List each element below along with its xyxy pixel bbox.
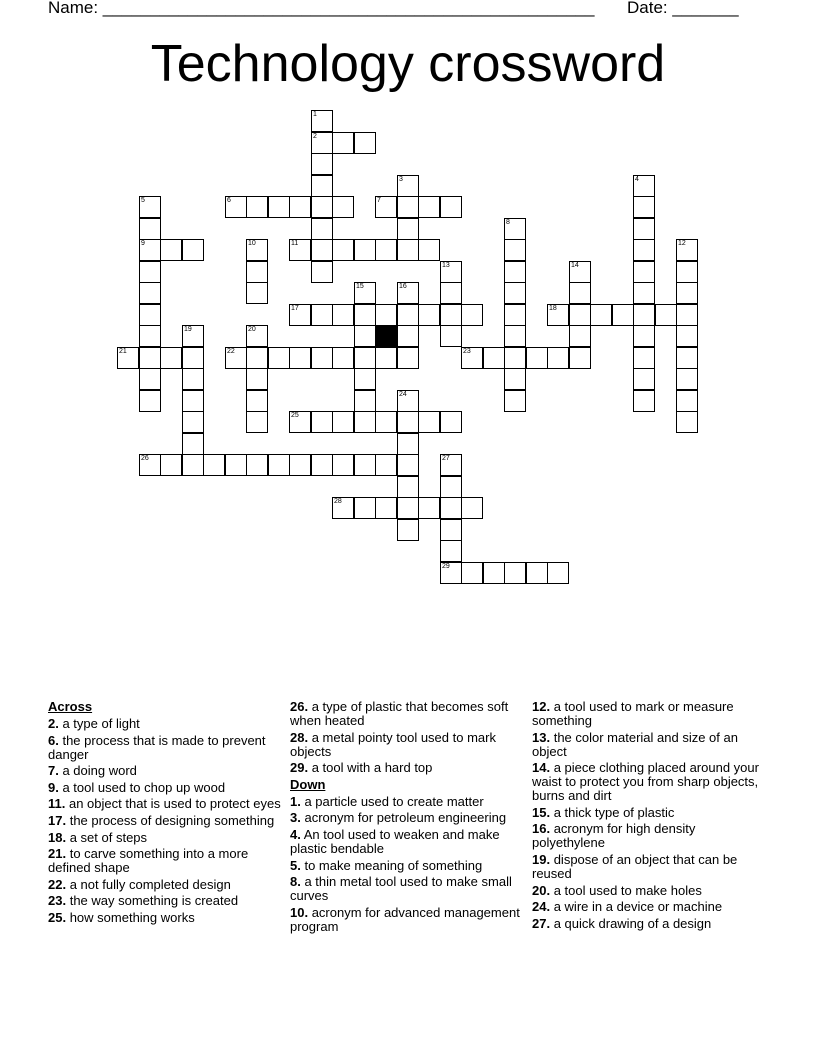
clue-across-25 <box>48 911 284 925</box>
grid-cell[interactable] <box>182 411 204 433</box>
clue-text: acronym for petroleum engineering <box>304 810 507 826</box>
grid-cell[interactable] <box>354 497 376 519</box>
grid-cell[interactable] <box>547 562 569 584</box>
cell-number: 11 <box>291 240 299 247</box>
cell-number: 15 <box>356 283 364 290</box>
grid-cell[interactable] <box>633 239 655 261</box>
cell-number: 16 <box>399 283 407 290</box>
grid-cell[interactable] <box>289 454 311 476</box>
grid-cell[interactable] <box>676 347 698 369</box>
clue-text: the process of designing something <box>69 812 275 828</box>
grid-cell[interactable] <box>440 497 462 519</box>
grid-cell[interactable] <box>440 196 462 218</box>
cell-number: 22 <box>227 348 235 355</box>
clue-across-18 <box>48 831 284 845</box>
grid-cell[interactable] <box>354 368 376 390</box>
clue-text: a not fully completed design <box>69 876 231 892</box>
date-field-label: Date: _______ <box>627 0 739 17</box>
clue-number: 2. <box>48 716 59 731</box>
clue-across-21 <box>48 847 284 875</box>
cell-number: 29 <box>442 563 450 570</box>
grid-cell[interactable] <box>676 282 698 304</box>
grid-cell[interactable] <box>246 261 268 283</box>
grid-cell[interactable] <box>354 347 376 369</box>
clue-text: to make meaning of something <box>304 857 483 873</box>
grid-cell[interactable] <box>461 497 483 519</box>
name-field-label: Name: ____________________________________________________ <box>48 0 595 17</box>
grid-cell[interactable] <box>633 196 655 218</box>
clue-number: 23. <box>48 893 67 909</box>
grid-cell[interactable] <box>182 390 204 412</box>
grid-cell[interactable] <box>311 196 333 218</box>
grid-cell[interactable] <box>182 368 204 390</box>
grid-cell[interactable] <box>160 454 182 476</box>
grid-cell[interactable] <box>354 411 376 433</box>
grid-cell[interactable] <box>397 304 419 326</box>
grid-cell[interactable] <box>633 282 655 304</box>
grid-cell[interactable] <box>375 239 397 261</box>
grid-cell[interactable] <box>289 196 311 218</box>
grid-cell[interactable] <box>311 347 333 369</box>
grid-cell[interactable] <box>676 304 698 326</box>
clues-column-2 <box>290 700 526 936</box>
clue-text: a wire in a device or machine <box>553 899 723 915</box>
cell-number: 14 <box>571 262 579 269</box>
grid-cell[interactable] <box>139 390 161 412</box>
clue-down-3 <box>290 811 526 825</box>
across-heading: Across <box>48 699 93 714</box>
clue-down-13 <box>532 731 768 759</box>
clue-down-10 <box>290 906 526 934</box>
grid-cell[interactable] <box>590 304 612 326</box>
clue-text: the process that is made to prevent danger <box>48 732 266 762</box>
grid-cell[interactable] <box>676 325 698 347</box>
grid-cell[interactable] <box>311 153 333 175</box>
grid-cell[interactable] <box>418 304 440 326</box>
clue-text: a tool used to mark or measure something <box>532 699 734 728</box>
clue-text: a tool used to chop up wood <box>62 779 226 795</box>
clue-down-15 <box>532 806 768 820</box>
clue-down-4 <box>290 828 526 856</box>
grid-cell[interactable] <box>225 347 247 369</box>
clue-number: 25. <box>48 909 67 925</box>
cell-number: 7 <box>377 197 381 204</box>
grid-cell[interactable] <box>461 304 483 326</box>
clue-number: 22. <box>48 876 67 892</box>
cell-number: 4 <box>635 176 639 183</box>
grid-cell[interactable] <box>225 196 247 218</box>
clue-number: 27. <box>532 915 551 931</box>
cell-number: 13 <box>442 262 450 269</box>
grid-cell[interactable] <box>526 562 548 584</box>
grid-cell[interactable] <box>289 411 311 433</box>
clue-down-14 <box>532 761 768 803</box>
grid-cell[interactable] <box>332 304 354 326</box>
cell-number: 9 <box>141 240 145 247</box>
grid-cell[interactable] <box>418 239 440 261</box>
clue-number: 8. <box>290 874 301 890</box>
clue-text: a type of plastic that becomes soft when heated <box>290 699 509 728</box>
grid-cell[interactable] <box>483 347 505 369</box>
grid-cell[interactable] <box>311 218 333 240</box>
grid-cell[interactable] <box>182 433 204 455</box>
grid-cell[interactable] <box>354 325 376 347</box>
clue-text: dispose of an object that can be reused <box>532 851 738 881</box>
clue-number: 26. <box>290 699 309 714</box>
grid-cell[interactable] <box>117 347 139 369</box>
grid-cell[interactable] <box>354 304 376 326</box>
grid-cell[interactable] <box>311 261 333 283</box>
clue-text: a set of steps <box>69 829 148 845</box>
grid-cell[interactable] <box>311 304 333 326</box>
grid-cell[interactable] <box>225 454 247 476</box>
clue-number: 9. <box>48 779 59 795</box>
cell-number: 17 <box>291 305 299 312</box>
clue-across-23 <box>48 894 284 908</box>
cell-number: 10 <box>248 240 256 247</box>
grid-cell[interactable] <box>397 411 419 433</box>
clue-text: the color material and size of an object <box>532 729 738 759</box>
grid-cell[interactable] <box>182 347 204 369</box>
clue-down-19 <box>532 853 768 881</box>
grid-cell[interactable] <box>418 196 440 218</box>
clue-text: a thick type of plastic <box>553 804 675 820</box>
grid-cell[interactable] <box>397 454 419 476</box>
grid-cell[interactable] <box>547 347 569 369</box>
grid-cell[interactable] <box>504 304 526 326</box>
grid-cell[interactable] <box>139 325 161 347</box>
grid-cell[interactable] <box>160 347 182 369</box>
clue-across-2 <box>48 717 284 731</box>
clue-text: how something works <box>69 909 195 925</box>
grid-cell[interactable] <box>569 325 591 347</box>
clue-across-6 <box>48 734 284 762</box>
cell-number: 8 <box>506 219 510 226</box>
clue-text: acronym for high density polyethylene <box>532 821 696 851</box>
grid-cell[interactable] <box>354 282 376 304</box>
grid-cell[interactable] <box>332 347 354 369</box>
grid-cell[interactable] <box>461 347 483 369</box>
grid-cell[interactable] <box>160 239 182 261</box>
grid-cell[interactable] <box>375 304 397 326</box>
cell-number: 20 <box>248 326 256 333</box>
grid-cell[interactable] <box>289 347 311 369</box>
clue-number: 6. <box>48 732 59 748</box>
grid-cell[interactable] <box>268 454 290 476</box>
grid-cell[interactable] <box>397 519 419 541</box>
clue-text: a tool with a hard top <box>311 760 433 776</box>
cell-number: 19 <box>184 326 192 333</box>
clue-number: 13. <box>532 729 551 745</box>
grid-cell[interactable] <box>440 519 462 541</box>
grid-cell[interactable] <box>569 304 591 326</box>
grid-cell[interactable] <box>483 562 505 584</box>
grid-cell[interactable] <box>440 304 462 326</box>
grid-cell[interactable] <box>633 218 655 240</box>
clue-number: 10. <box>290 904 309 920</box>
cell-number: 18 <box>549 305 557 312</box>
grid-cell[interactable] <box>311 239 333 261</box>
clue-text: a thin metal tool used to make small curves <box>290 874 512 904</box>
grid-cell[interactable] <box>569 261 591 283</box>
grid-cell[interactable] <box>440 476 462 498</box>
grid-cell[interactable] <box>311 132 333 154</box>
clue-text: to carve something into a more defined shape <box>48 846 249 876</box>
grid-cell[interactable] <box>332 411 354 433</box>
grid-cell[interactable] <box>139 304 161 326</box>
clue-text: a doing word <box>62 763 137 779</box>
grid-cell[interactable] <box>354 454 376 476</box>
grid-cell[interactable] <box>311 454 333 476</box>
grid-cell[interactable] <box>633 390 655 412</box>
grid-cell[interactable] <box>354 239 376 261</box>
grid-cell[interactable] <box>440 282 462 304</box>
clue-down-5 <box>290 859 526 873</box>
grid-cell[interactable] <box>504 325 526 347</box>
clue-across-17 <box>48 814 284 828</box>
grid-cell[interactable] <box>504 261 526 283</box>
grid-cell[interactable] <box>397 347 419 369</box>
grid-cell[interactable] <box>440 411 462 433</box>
clue-across-28 <box>290 731 526 759</box>
grid-cell[interactable] <box>655 304 677 326</box>
grid-cell[interactable] <box>203 454 225 476</box>
grid-cell[interactable] <box>182 239 204 261</box>
grid-cell[interactable] <box>440 261 462 283</box>
grid-cell[interactable] <box>311 110 333 132</box>
grid-cell[interactable] <box>397 218 419 240</box>
grid-cell[interactable] <box>440 454 462 476</box>
grid-cell[interactable] <box>504 239 526 261</box>
grid-cell[interactable] <box>440 325 462 347</box>
clue-across-11 <box>48 797 284 811</box>
clue-number: 12. <box>532 699 551 714</box>
clues-column-3 <box>532 700 768 933</box>
cell-number: 27 <box>442 455 450 462</box>
clue-text: a type of light <box>62 716 140 731</box>
grid-cell[interactable] <box>139 218 161 240</box>
grid-cell[interactable] <box>569 282 591 304</box>
clue-down-20 <box>532 884 768 898</box>
grid-cell[interactable] <box>139 239 161 261</box>
grid-cell[interactable] <box>289 239 311 261</box>
clue-number: 29. <box>290 760 309 776</box>
clue-number: 21. <box>48 846 67 862</box>
grid-cell[interactable] <box>397 476 419 498</box>
clue-number: 4. <box>290 826 301 842</box>
grid-cell[interactable] <box>375 454 397 476</box>
grid-cell[interactable] <box>676 411 698 433</box>
clue-text: a particle used to create matter <box>304 793 484 809</box>
grid-cell[interactable] <box>504 368 526 390</box>
clue-number: 5. <box>290 857 301 873</box>
grid-cell[interactable] <box>182 454 204 476</box>
clue-across-9 <box>48 781 284 795</box>
cell-number: 5 <box>141 197 145 204</box>
clue-number: 3. <box>290 810 301 826</box>
grid-cell[interactable] <box>139 368 161 390</box>
grid-cell[interactable] <box>268 347 290 369</box>
grid-cell[interactable] <box>246 368 268 390</box>
clue-text: an object that is used to protect eyes <box>68 796 281 812</box>
cell-number: 25 <box>291 412 299 419</box>
grid-cell[interactable] <box>139 347 161 369</box>
grid-cell[interactable] <box>397 497 419 519</box>
clue-number: 19. <box>532 851 551 867</box>
grid-cell[interactable] <box>246 239 268 261</box>
grid-cell[interactable] <box>612 304 634 326</box>
grid-cell[interactable] <box>311 175 333 197</box>
clue-text: a metal pointy tool used to mark objects <box>290 729 496 759</box>
grid-cell[interactable] <box>139 454 161 476</box>
grid-cell[interactable] <box>397 175 419 197</box>
clue-text: a piece clothing placed around your waist to protect you from sharp objects, burns and dirt <box>532 760 759 804</box>
grid-cell[interactable] <box>332 454 354 476</box>
grid-cell[interactable] <box>246 454 268 476</box>
clue-number: 16. <box>532 821 551 837</box>
clue-number: 17. <box>48 812 67 828</box>
grid-cell[interactable] <box>676 368 698 390</box>
grid-cell[interactable] <box>375 411 397 433</box>
blocked-cell <box>375 325 397 347</box>
cell-number: 3 <box>399 176 403 183</box>
grid-cell[interactable] <box>504 390 526 412</box>
clue-down-8 <box>290 875 526 903</box>
grid-cell[interactable] <box>676 261 698 283</box>
grid-cell[interactable] <box>246 390 268 412</box>
clue-number: 14. <box>532 760 551 776</box>
grid-cell[interactable] <box>375 196 397 218</box>
grid-cell[interactable] <box>547 304 569 326</box>
grid-cell[interactable] <box>504 347 526 369</box>
grid-cell[interactable] <box>332 497 354 519</box>
grid-cell[interactable] <box>354 390 376 412</box>
grid-cell[interactable] <box>246 347 268 369</box>
down-heading: Down <box>290 776 326 792</box>
clue-text: a quick drawing of a design <box>553 915 712 931</box>
cell-number: 23 <box>463 348 471 355</box>
grid-cell[interactable] <box>246 282 268 304</box>
clue-across-7 <box>48 764 284 778</box>
grid-cell[interactable] <box>676 390 698 412</box>
cell-number: 2 <box>313 133 317 140</box>
grid-cell[interactable] <box>268 196 290 218</box>
cell-number: 1 <box>313 111 317 118</box>
clue-number: 15. <box>532 804 551 820</box>
grid-cell[interactable] <box>633 175 655 197</box>
clue-across-26 <box>290 700 526 728</box>
grid-cell[interactable] <box>139 282 161 304</box>
grid-cell[interactable] <box>440 562 462 584</box>
grid-cell[interactable] <box>504 218 526 240</box>
clue-number: 24. <box>532 899 551 915</box>
clue-number: 20. <box>532 882 551 898</box>
grid-cell[interactable] <box>311 411 333 433</box>
clue-down-12 <box>532 700 768 728</box>
page-title: Technology crossword <box>150 35 666 93</box>
clue-number: 7. <box>48 763 59 779</box>
clue-number: 1. <box>290 793 301 809</box>
grid-cell[interactable] <box>676 239 698 261</box>
grid-cell[interactable] <box>332 239 354 261</box>
cell-number: 21 <box>119 348 127 355</box>
clue-number: 28. <box>290 729 309 745</box>
grid-cell[interactable] <box>246 325 268 347</box>
grid-cell[interactable] <box>440 540 462 562</box>
grid-cell[interactable] <box>526 347 548 369</box>
grid-cell[interactable] <box>182 325 204 347</box>
clue-text: the way something is created <box>69 893 239 909</box>
grid-cell[interactable] <box>139 261 161 283</box>
grid-cell[interactable] <box>397 390 419 412</box>
clue-down-1 <box>290 795 526 809</box>
clue-down-16 <box>532 822 768 850</box>
grid-cell[interactable] <box>418 411 440 433</box>
clues-column-1 <box>48 700 284 928</box>
grid-cell[interactable] <box>375 497 397 519</box>
grid-cell[interactable] <box>504 562 526 584</box>
grid-cell[interactable] <box>397 196 419 218</box>
grid-cell[interactable] <box>139 196 161 218</box>
cell-number: 12 <box>678 240 686 247</box>
cell-number: 26 <box>141 455 149 462</box>
clue-number: 18. <box>48 829 67 845</box>
grid-cell[interactable] <box>354 132 376 154</box>
cell-number: 6 <box>227 197 231 204</box>
grid-cell[interactable] <box>332 132 354 154</box>
grid-cell[interactable] <box>289 304 311 326</box>
grid-cell[interactable] <box>633 261 655 283</box>
grid-cell[interactable] <box>633 368 655 390</box>
grid-cell[interactable] <box>633 347 655 369</box>
grid-cell[interactable] <box>633 304 655 326</box>
clue-text: An tool used to weaken and make plastic bendable <box>290 826 500 856</box>
grid-cell[interactable] <box>633 325 655 347</box>
clue-across-29 <box>290 761 526 775</box>
cell-number: 24 <box>399 391 407 398</box>
clue-number: 11. <box>48 796 66 812</box>
clue-text: acronym for advanced management program <box>290 904 520 934</box>
clue-down-24 <box>532 900 768 914</box>
grid-cell[interactable] <box>375 347 397 369</box>
grid-cell[interactable] <box>397 282 419 304</box>
grid-cell[interactable] <box>504 282 526 304</box>
grid-cell[interactable] <box>461 562 483 584</box>
grid-cell[interactable] <box>246 411 268 433</box>
grid-cell[interactable] <box>397 433 419 455</box>
grid-cell[interactable] <box>569 347 591 369</box>
cell-number: 28 <box>334 498 342 505</box>
clue-down-27 <box>532 917 768 931</box>
grid-cell[interactable] <box>246 196 268 218</box>
clue-text: a tool used to make holes <box>553 882 702 898</box>
grid-cell[interactable] <box>332 196 354 218</box>
grid-cell[interactable] <box>397 239 419 261</box>
clue-across-22 <box>48 878 284 892</box>
grid-cell[interactable] <box>418 497 440 519</box>
grid-cell[interactable] <box>397 325 419 347</box>
